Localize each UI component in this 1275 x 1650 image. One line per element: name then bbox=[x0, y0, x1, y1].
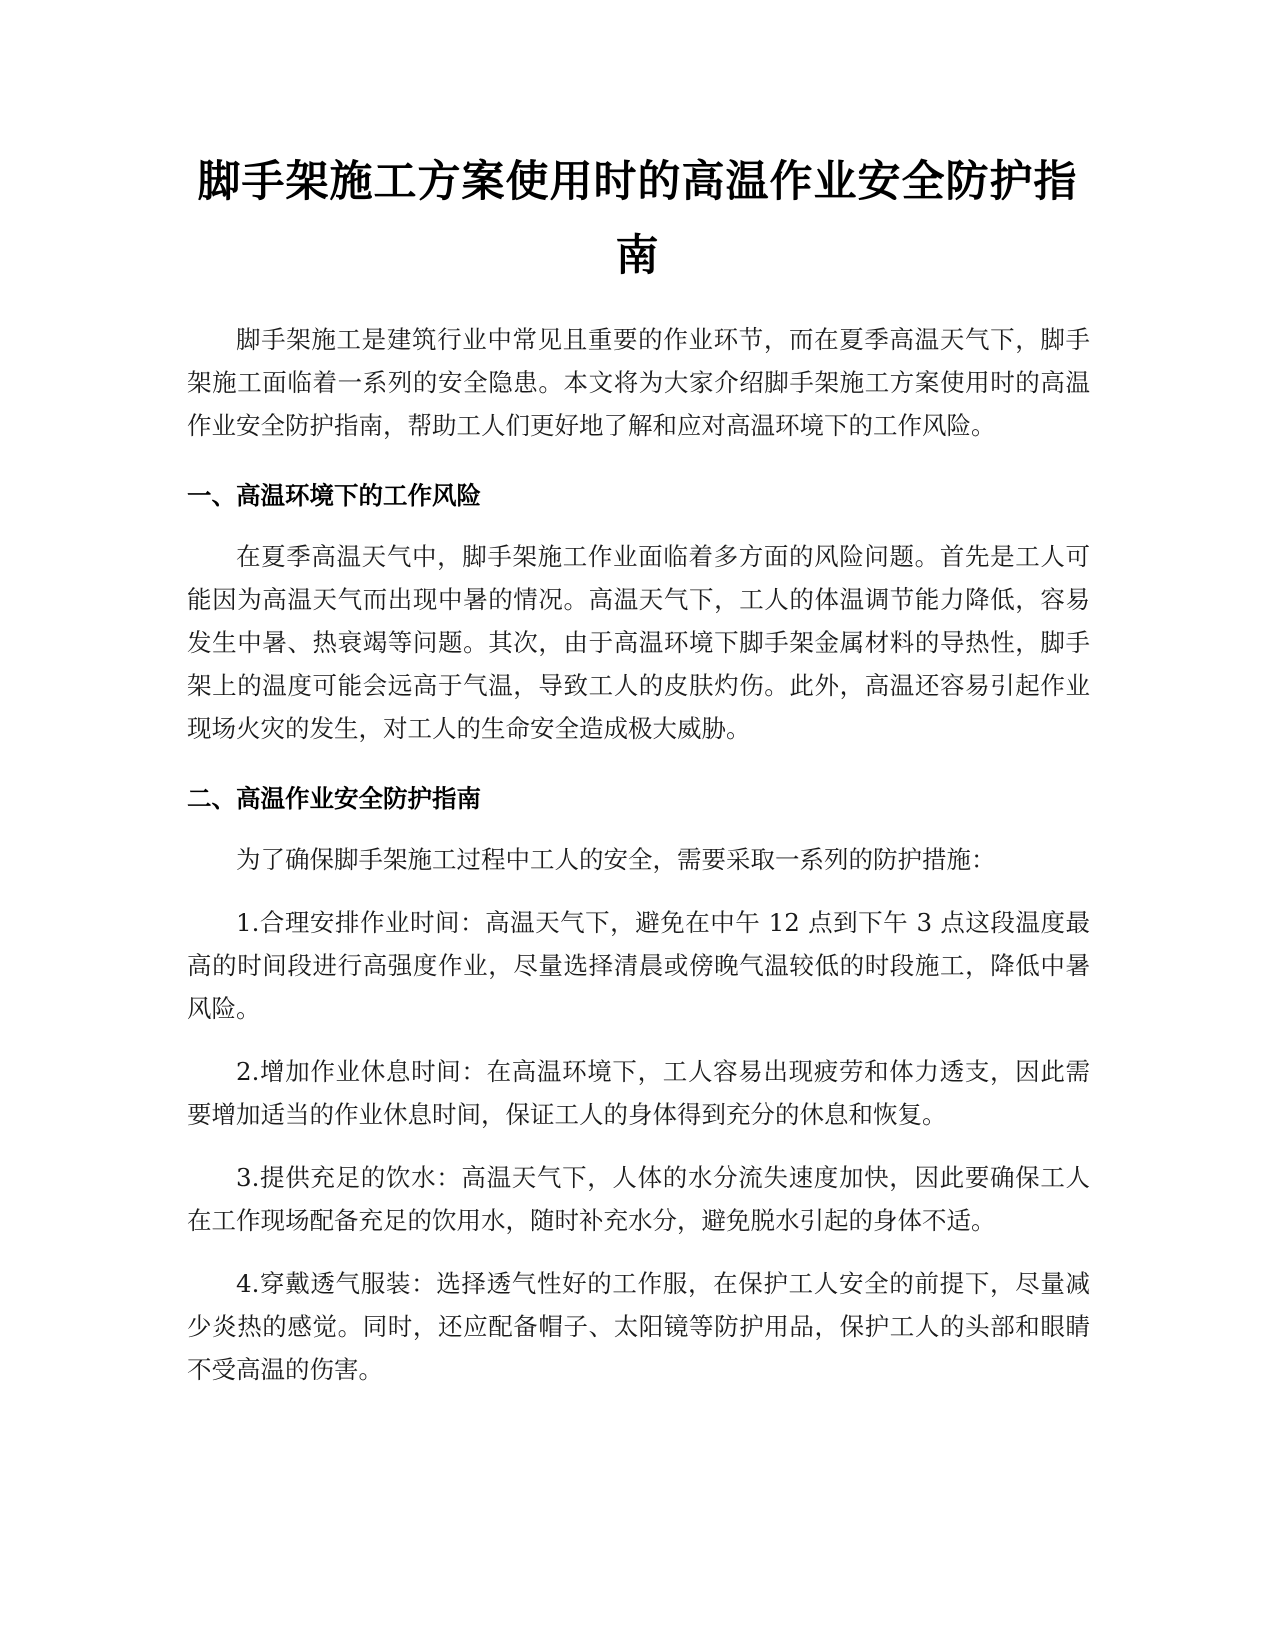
guideline-item-4: 4.穿戴透气服装：选择透气性好的工作服，在保护工人安全的前提下，尽量减少炎热的感觉。同时，还应配备帽子、太阳镜等防护用品，保护工人的头部和眼睛不受高温的伤害。 bbox=[187, 1269, 1090, 1384]
section-2-lead-paragraph: 为了确保脚手架施工过程中工人的安全，需要采取一系列的防护措施： bbox=[236, 845, 996, 874]
guideline-item-2: 2.增加作业休息时间：在高温环境下，工人容易出现疲劳和体力透支，因此需要增加适当的作业休息时间，保证工人的身体得到充分的休息和恢复。 bbox=[187, 1057, 1090, 1129]
document-title: 脚手架施工方案使用时的高温作业安全防护指南 bbox=[197, 157, 1078, 281]
section-1-heading: 一、高温环境下的工作风险 bbox=[187, 481, 481, 510]
document-body bbox=[187, 318, 1090, 1411]
guideline-item-3: 3.提供充足的饮水：高温天气下，人体的水分流失速度加快，因此要确保工人在工作现场配备充足的饮用水，随时补充水分，避免脱水引起的身体不适。 bbox=[187, 1163, 1090, 1235]
guideline-item-1: 1.合理安排作业时间：高温天气下，避免在中午 12 点到下午 3 点这段温度最高的时间段进行高强度作业，尽量选择清晨或傍晚气温较低的时段施工，降低中暑风险。 bbox=[187, 908, 1090, 1023]
section-1-paragraph: 在夏季高温天气中，脚手架施工作业面临着多方面的风险问题。首先是工人可能因为高温天气而出现中暑的情况。高温天气下，工人的体温调节能力降低，容易发生中暑、热衰竭等问题。其次，由于高温环境下脚手架金属材料的导热性，脚手架上的温度可能会远高于气温，导致工人的皮肤灼伤。此外，高温还容易引起作业现场火灾的发生，对工人的生命安全造成极大威胁。 bbox=[187, 542, 1090, 743]
section-2-heading: 二、高温作业安全防护指南 bbox=[187, 784, 481, 813]
intro-paragraph: 脚手架施工是建筑行业中常见且重要的作业环节，而在夏季高温天气下，脚手架施工面临着一系列的安全隐患。本文将为大家介绍脚手架施工方案使用时的高温作业安全防护指南，帮助工人们更好地了解和应对高温环境下的工作风险。 bbox=[187, 325, 1090, 440]
